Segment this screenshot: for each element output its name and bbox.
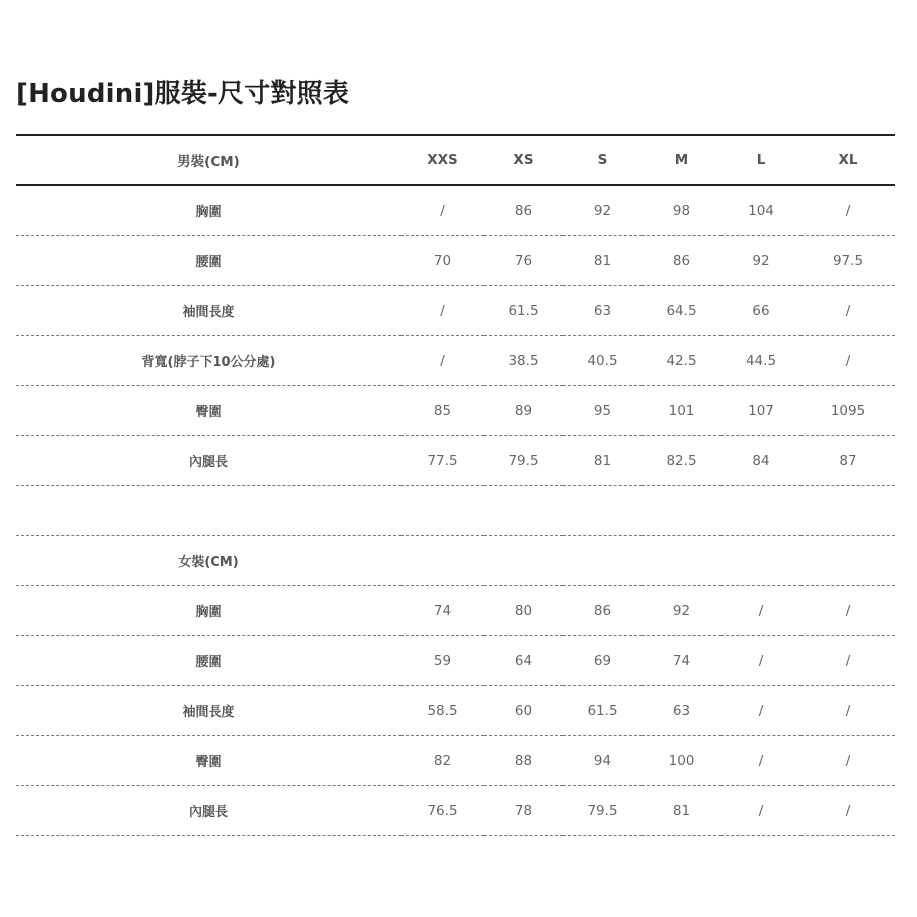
- table-cell: 81: [563, 236, 642, 286]
- size-header-m: M: [642, 135, 721, 185]
- row-label: 腰圍: [16, 636, 401, 686]
- table-cell: 76: [484, 236, 563, 286]
- table-cell: 61.5: [484, 286, 563, 336]
- size-chart-table: [16, 134, 895, 836]
- table-cell: 78: [484, 786, 563, 836]
- table-cell: 98: [642, 185, 721, 236]
- table-cell: 86: [484, 185, 563, 236]
- table-cell: 79.5: [563, 786, 642, 836]
- table-cell: 44.5: [721, 336, 801, 386]
- table-cell: /: [721, 786, 801, 836]
- empty-cell: [721, 486, 801, 536]
- table-cell: /: [801, 586, 895, 636]
- table-row: [16, 736, 895, 786]
- table-cell: 61.5: [563, 686, 642, 736]
- table-cell: 92: [563, 185, 642, 236]
- row-label: 袖間長度: [16, 286, 401, 336]
- row-label: 腰圍: [16, 236, 401, 286]
- table-cell: /: [801, 686, 895, 736]
- table-cell: 100: [642, 736, 721, 786]
- empty-cell: [801, 536, 895, 586]
- table-cell: 80: [484, 586, 563, 636]
- table-cell: 63: [642, 686, 721, 736]
- table-cell: /: [721, 636, 801, 686]
- empty-cell: [401, 486, 484, 536]
- row-label: 胸圍: [16, 185, 401, 236]
- size-header-xxs: XXS: [401, 135, 484, 185]
- women-section-row: [16, 536, 895, 586]
- size-header-xl: XL: [801, 135, 895, 185]
- table-cell: 79.5: [484, 436, 563, 486]
- table-cell: 66: [721, 286, 801, 336]
- spacer-row: [16, 486, 895, 536]
- table-cell: /: [801, 786, 895, 836]
- table-cell: 101: [642, 386, 721, 436]
- table-cell: 89: [484, 386, 563, 436]
- table-row: [16, 336, 895, 386]
- row-label: 臀圍: [16, 386, 401, 436]
- table-cell: 107: [721, 386, 801, 436]
- table-cell: /: [401, 336, 484, 386]
- table-cell: 1095: [801, 386, 895, 436]
- table-row: [16, 786, 895, 836]
- table-cell: 42.5: [642, 336, 721, 386]
- table-cell: 60: [484, 686, 563, 736]
- table-row: [16, 236, 895, 286]
- table-cell: 58.5: [401, 686, 484, 736]
- size-header-l: L: [721, 135, 801, 185]
- empty-cell: [401, 536, 484, 586]
- empty-cell: [484, 536, 563, 586]
- table-cell: 97.5: [801, 236, 895, 286]
- size-header-s: S: [563, 135, 642, 185]
- table-cell: 64: [484, 636, 563, 686]
- table-cell: 81: [563, 436, 642, 486]
- table-row: [16, 686, 895, 736]
- women-section-label: 女裝(CM): [16, 536, 401, 586]
- table-cell: 70: [401, 236, 484, 286]
- row-label: 背寬(脖子下10公分處): [16, 336, 401, 386]
- table-cell: 84: [721, 436, 801, 486]
- table-cell: /: [801, 636, 895, 686]
- table-cell: /: [401, 185, 484, 236]
- men-section-label: 男裝(CM): [16, 135, 401, 185]
- table-cell: 92: [642, 586, 721, 636]
- table-cell: 59: [401, 636, 484, 686]
- table-cell: /: [721, 686, 801, 736]
- table-row: [16, 636, 895, 686]
- table-cell: /: [721, 736, 801, 786]
- table-cell: 94: [563, 736, 642, 786]
- empty-cell: [642, 536, 721, 586]
- table-cell: 69: [563, 636, 642, 686]
- table-cell: 85: [401, 386, 484, 436]
- row-label: 內腿長: [16, 436, 401, 486]
- table-cell: 76.5: [401, 786, 484, 836]
- table-cell: 92: [721, 236, 801, 286]
- row-label: 袖間長度: [16, 686, 401, 736]
- empty-cell: [563, 486, 642, 536]
- table-cell: 74: [642, 636, 721, 686]
- empty-cell: [563, 536, 642, 586]
- empty-cell: [721, 536, 801, 586]
- table-cell: 40.5: [563, 336, 642, 386]
- table-cell: 82.5: [642, 436, 721, 486]
- empty-cell: [484, 486, 563, 536]
- table-cell: 95: [563, 386, 642, 436]
- row-label: 臀圍: [16, 736, 401, 786]
- table-cell: 63: [563, 286, 642, 336]
- table-header-row: [16, 135, 895, 185]
- table-cell: 77.5: [401, 436, 484, 486]
- empty-cell: [642, 486, 721, 536]
- table-cell: /: [721, 586, 801, 636]
- table-cell: /: [401, 286, 484, 336]
- table-cell: 82: [401, 736, 484, 786]
- table-cell: /: [801, 286, 895, 336]
- size-header-xs: XS: [484, 135, 563, 185]
- table-row: [16, 586, 895, 636]
- row-label: 內腿長: [16, 786, 401, 836]
- table-row: [16, 185, 895, 236]
- table-cell: 86: [563, 586, 642, 636]
- row-label: 胸圍: [16, 586, 401, 636]
- table-cell: /: [801, 736, 895, 786]
- table-cell: 64.5: [642, 286, 721, 336]
- table-cell: 81: [642, 786, 721, 836]
- table-row: [16, 436, 895, 486]
- page-title: [Houdini]服裝-尺寸對照表: [16, 79, 350, 109]
- table-cell: 88: [484, 736, 563, 786]
- table-cell: 38.5: [484, 336, 563, 386]
- table-cell: 104: [721, 185, 801, 236]
- table-row: [16, 286, 895, 336]
- table-cell: /: [801, 336, 895, 386]
- empty-cell: [16, 486, 401, 536]
- table-cell: 87: [801, 436, 895, 486]
- table-cell: 86: [642, 236, 721, 286]
- table-row: [16, 386, 895, 436]
- table-cell: /: [801, 185, 895, 236]
- table-cell: 74: [401, 586, 484, 636]
- empty-cell: [801, 486, 895, 536]
